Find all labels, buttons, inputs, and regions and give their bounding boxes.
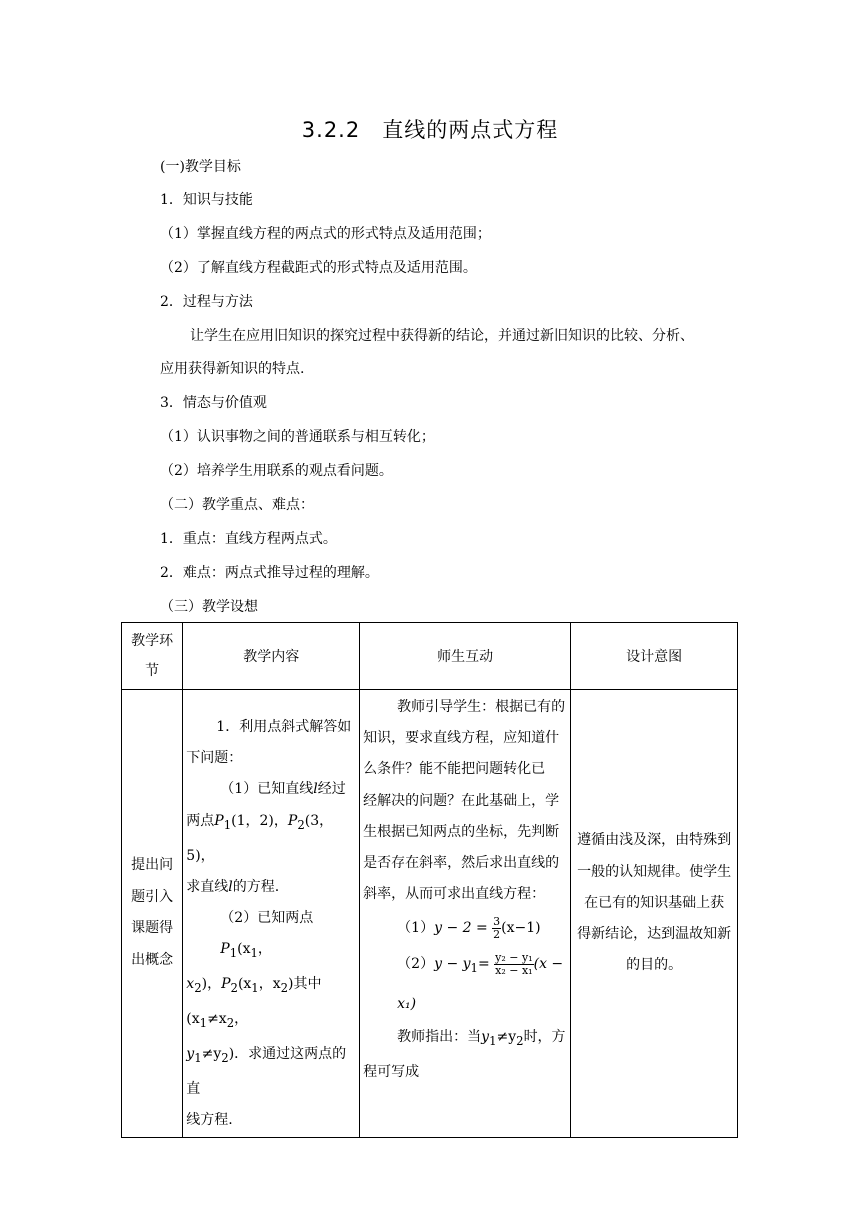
content-line: $y_1\ne y_2$)．求通过这两点的直 [186,1046,347,1098]
interaction-line: 知识，要求直线方程，应知道什 [363,730,560,747]
stage-line: 出概念 [131,951,174,968]
equation-2: $(2)y - y_1=$ $\frac{\text{y₂ − y₁}}{\text{x₂ − x₁}}$ (x − x₁) [397,950,564,1013]
equation-1: （1）y − 2 = $\frac{3}{2}$ (x−1) [397,914,541,941]
content-line: （1）已知直线l经过 [220,781,346,798]
content-line: （2）已知两点$P_1(x_1$， [220,910,314,961]
paragraph-line: 让学生在应用旧知识的探究过程中获得新的结论，并通过新旧知识的比较、分析、 [190,328,694,344]
interaction-line: 经解决的问题？在此基础上，学 [363,792,560,809]
interaction-line: 生根据已知两点的坐标，先判断 [363,823,560,840]
intent-line: 一般的认知规律。使学生 [577,863,732,880]
section-heading-keypoints: （二）教学重点、难点： [160,497,314,513]
intent-cell [571,690,738,1138]
keypoint-line: 2．难点：两点式推导过程的理解。 [160,565,379,581]
content-cell [183,690,360,1138]
interaction-line: 教师引导学生：根据已有的 [397,699,566,715]
table-header-row [122,623,738,690]
header-interaction: 师生互动 [360,623,571,690]
content-line: 两点$P_1(1$，2)，$P_2(3$，5)， [186,812,334,864]
stage-line: 课题得 [131,920,174,937]
interaction-line: 是否存在斜率，然后求出直线的 [363,855,560,872]
lesson-design-table [121,622,738,1138]
stage-cell [122,690,183,1138]
content-line: 线方程. [186,1112,233,1129]
subheading-knowledge: 1．知识与技能 [160,192,253,208]
header-stage-line: 教学环 [131,633,174,649]
content-line: 求直线l的方程. [186,878,280,895]
stage-line: 题引入 [131,888,174,905]
intent-line: 得新结论，达到温故知新 [577,925,732,942]
interaction-line: 斜率，从而可求出直线方程： [363,886,546,903]
paragraph-line: 应用获得新知识的特点. [160,361,305,377]
content-line: 下问题： [186,750,243,767]
table-row [122,690,738,1138]
header-intent: 设计意图 [571,623,738,690]
objective-line: （1）认识事物之间的普通联系与相互转化； [160,429,435,445]
page-title: 3.2.2 直线的两点式方程 [301,118,559,142]
keypoint-line: 1．重点：直线方程两点式。 [160,531,337,547]
header-stage [122,623,183,690]
content-line: 1．利用点斜式解答如 [216,719,352,735]
intent-line: 的目的。 [626,957,683,974]
interaction-cell [360,690,571,1138]
header-content: 教学内容 [183,623,360,690]
intent-line: 遵循由浅及深，由特殊到 [577,832,732,849]
stage-line: 提出问 [131,857,174,874]
interaction-line: 么条件？能不能把问题转化已 [363,761,546,778]
intent-line: 在已有的知识基础上获 [584,894,725,911]
interaction-line: 程可写成 [363,1064,420,1081]
subheading-values: 3．情态与价值观 [160,395,267,411]
section-heading-objectives: (一)教学目标 [160,159,241,175]
interaction-line: 教师指出：当$y_1\ne y_2$时，方 [397,1029,566,1049]
content-line: $x_2$)，$P_2(x_1$，$x_2$)其中($x_1\ne x_2$， [186,976,322,1031]
objective-line: （2）培养学生用联系的观点看问题。 [160,463,393,479]
header-stage-line: 节 [145,663,160,679]
subheading-process: 2．过程与方法 [160,294,253,310]
objective-line: （1）掌握直线方程的两点式的形式特点及适用范围； [160,226,491,242]
objective-line: （2）了解直线方程截距式的形式特点及适用范围。 [160,260,477,276]
section-heading-design: （三）教学设想 [160,599,258,615]
